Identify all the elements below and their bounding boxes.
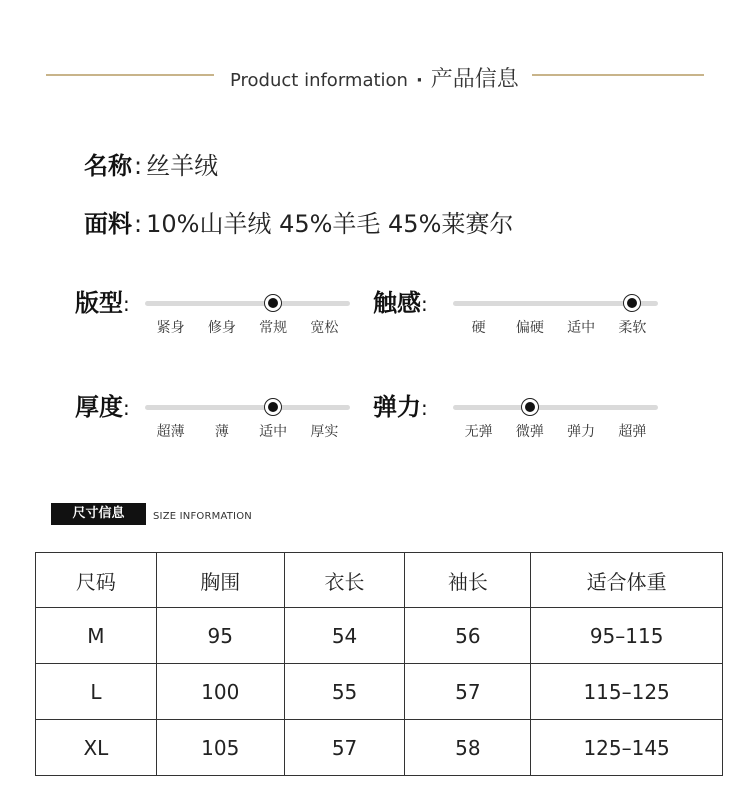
feel-scale-knob	[623, 294, 641, 312]
elasticity-option: 无弹	[464, 424, 493, 440]
product-name-label: 名称	[84, 152, 132, 180]
elasticity-option: 微弹	[515, 424, 544, 440]
section-header	[0, 58, 750, 94]
fit-scale-track	[145, 301, 350, 306]
feel-scale	[373, 283, 673, 343]
size-table-cell: 95–115	[531, 608, 723, 664]
size-info-tag: 尺寸信息	[51, 503, 146, 525]
thickness-scale-track	[145, 405, 350, 410]
fit-scale-label: 版型:	[75, 289, 130, 317]
elasticity-scale-track	[453, 405, 658, 410]
fit-option: 常规	[259, 320, 288, 336]
size-table-header-cell: 适合体重	[531, 553, 723, 608]
feel-option: 柔软	[618, 320, 647, 336]
feel-option: 硬	[471, 320, 486, 336]
header-title-en: Product information	[230, 70, 408, 91]
elasticity-scale	[373, 387, 673, 447]
thickness-option: 薄	[214, 424, 229, 440]
fabric-value: 10%山羊绒 45%羊毛 45%莱赛尔	[146, 210, 514, 238]
size-table-header-cell: 胸围	[156, 553, 284, 608]
size-table-header-row	[36, 553, 723, 608]
size-info-subtitle: SIZE INFORMATION	[153, 511, 252, 522]
product-name-row	[84, 146, 218, 181]
thickness-option: 超薄	[156, 424, 185, 440]
thickness-scale-knob	[264, 398, 282, 416]
thickness-option: 厚实	[310, 424, 339, 440]
fit-option: 紧身	[156, 320, 185, 336]
fabric-label: 面料	[84, 210, 132, 238]
feel-option: 适中	[567, 320, 596, 336]
fit-scale-knob	[264, 294, 282, 312]
size-table-cell: 105	[156, 720, 284, 776]
product-name-colon: :	[134, 152, 143, 180]
size-table-cell: 54	[284, 608, 405, 664]
size-table-cell: XL	[36, 720, 157, 776]
table-row	[36, 720, 723, 776]
size-table	[35, 552, 723, 776]
elasticity-option: 超弹	[618, 424, 647, 440]
size-table-cell: 56	[405, 608, 531, 664]
thickness-scale	[75, 387, 375, 447]
product-name-value: 丝羊绒	[146, 152, 219, 180]
header-title	[230, 62, 519, 93]
size-table-cell: 57	[284, 720, 405, 776]
feel-option: 偏硬	[515, 320, 544, 336]
elasticity-option: 弹力	[567, 424, 596, 440]
size-table-cell: 58	[405, 720, 531, 776]
table-row	[36, 664, 723, 720]
size-table-header-cell: 尺码	[36, 553, 157, 608]
size-table-header-cell: 衣长	[284, 553, 405, 608]
fit-option: 修身	[207, 320, 236, 336]
size-table-cell: M	[36, 608, 157, 664]
size-table-cell: 57	[405, 664, 531, 720]
header-title-cn: 产品信息	[430, 67, 519, 92]
size-table-cell: L	[36, 664, 157, 720]
elasticity-scale-label: 弹力:	[373, 393, 428, 421]
size-table-cell: 115–125	[531, 664, 723, 720]
size-table-cell: 95	[156, 608, 284, 664]
header-divider-right	[532, 74, 704, 76]
fit-option: 宽松	[310, 320, 339, 336]
size-table-cell: 100	[156, 664, 284, 720]
fit-scale	[75, 283, 375, 343]
thickness-option: 适中	[259, 424, 288, 440]
size-table-header-cell: 袖长	[405, 553, 531, 608]
size-table-cell: 55	[284, 664, 405, 720]
table-row	[36, 608, 723, 664]
header-divider-left	[46, 74, 214, 76]
header-title-separator: ·	[415, 70, 423, 91]
fabric-colon: :	[134, 210, 143, 238]
size-table-cell: 125–145	[531, 720, 723, 776]
elasticity-scale-knob	[521, 398, 539, 416]
thickness-scale-label: 厚度:	[75, 393, 130, 421]
fabric-row	[84, 204, 513, 239]
feel-scale-label: 触感:	[373, 289, 428, 317]
